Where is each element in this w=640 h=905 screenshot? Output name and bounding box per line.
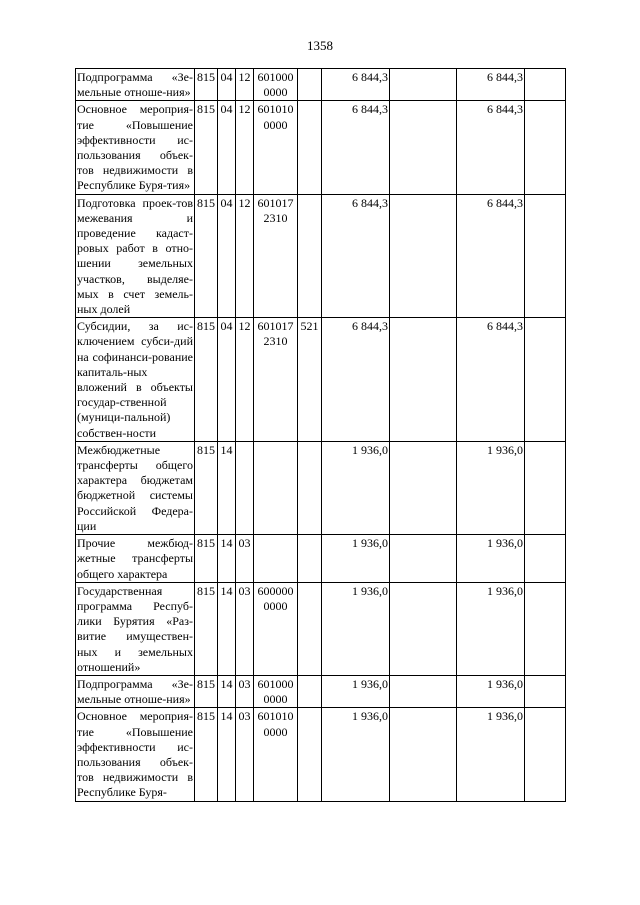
amount-cell-4 xyxy=(525,675,566,707)
subsection-code-cell xyxy=(236,441,254,534)
expense-type-cell xyxy=(298,582,322,675)
target-article-cell xyxy=(254,194,298,318)
subsection-code-cell: 03 xyxy=(236,708,254,801)
target-article-part2: 2310 xyxy=(263,334,288,349)
amount-cell-4 xyxy=(525,318,566,442)
target-article-part1: 601017 xyxy=(257,319,294,334)
target-article-cell xyxy=(254,535,298,583)
amount-cell-1: 1 936,0 xyxy=(322,535,390,583)
table-row xyxy=(76,101,566,194)
table-row xyxy=(76,582,566,675)
expense-name-cell: Подпрограмма «Зе-мельные отноше-ния» xyxy=(77,676,193,707)
amount-cell-4 xyxy=(525,101,566,194)
admin-code-cell: 815 xyxy=(195,101,218,194)
target-article-part1: 601010 xyxy=(257,102,294,117)
target-article-part1: 601000 xyxy=(257,70,294,84)
amount-cell-2 xyxy=(390,69,457,101)
expense-name-cell: Подпрограмма «Зе-мельные отноше-ния» xyxy=(77,70,193,100)
amount-cell-2 xyxy=(390,318,457,442)
table-row xyxy=(76,675,566,707)
expense-type-cell xyxy=(298,535,322,583)
amount-cell-1: 1 936,0 xyxy=(322,708,390,801)
section-code-cell: 14 xyxy=(218,582,236,675)
section-code-cell: 14 xyxy=(218,441,236,534)
table-row xyxy=(76,441,566,534)
target-article-part2: 0000 xyxy=(263,117,288,132)
admin-code-cell: 815 xyxy=(195,69,218,101)
expense-name-cell: Субсидии, за ис-ключением субси-дий на софинанси-рование капиталь-ных вложений в объекты государ-ственной (муници-пальной) собствен-ности xyxy=(77,319,193,440)
target-article-part2: 0000 xyxy=(263,85,288,100)
expense-type-cell xyxy=(298,69,322,101)
expense-type-cell xyxy=(298,194,322,318)
target-article-cell xyxy=(254,441,298,534)
expense-name-cell: Межбюджетные трансферты общего характера бюджетам бюджетной системы Российской Федера-ции xyxy=(77,442,193,533)
section-code-cell: 04 xyxy=(218,101,236,194)
amount-cell-1: 1 936,0 xyxy=(322,582,390,675)
expense-name-cell: Основное мероприя-тие «Повышение эффективности ис-пользования объек-тов недвижимости в Республике Буря- xyxy=(77,709,193,800)
amount-cell-2 xyxy=(390,441,457,534)
admin-code-cell: 815 xyxy=(195,441,218,534)
amount-cell-1: 6 844,3 xyxy=(322,101,390,194)
target-article-part2: 0000 xyxy=(263,724,288,739)
amount-cell-2 xyxy=(390,535,457,583)
table-row xyxy=(76,69,566,101)
amount-cell-4 xyxy=(525,535,566,583)
target-article-cell xyxy=(254,675,298,707)
expense-type-cell: 521 xyxy=(298,318,322,442)
amount-cell-3: 1 936,0 xyxy=(457,582,525,675)
table-row xyxy=(76,708,566,801)
amount-cell-2 xyxy=(390,675,457,707)
target-article-cell xyxy=(254,69,298,101)
section-code-cell: 14 xyxy=(218,535,236,583)
subsection-code-cell: 12 xyxy=(236,194,254,318)
table-row xyxy=(76,194,566,318)
target-article-cell xyxy=(254,318,298,442)
admin-code-cell: 815 xyxy=(195,318,218,442)
subsection-code-cell: 12 xyxy=(236,318,254,442)
admin-code-cell: 815 xyxy=(195,582,218,675)
target-article-cell xyxy=(254,582,298,675)
expense-name-cell: Государственная программа Респуб-лики Бурятия «Раз-витие имуществен-ных и земельных отношений» xyxy=(77,583,193,674)
admin-code-cell: 815 xyxy=(195,194,218,318)
subsection-code-cell: 03 xyxy=(236,582,254,675)
expense-type-cell xyxy=(298,675,322,707)
target-article-part1: 601010 xyxy=(257,709,294,724)
amount-cell-3: 1 936,0 xyxy=(457,708,525,801)
budget-table-body xyxy=(76,69,566,802)
amount-cell-1: 6 844,3 xyxy=(322,194,390,318)
amount-cell-3: 6 844,3 xyxy=(457,101,525,194)
amount-cell-4 xyxy=(525,69,566,101)
amount-cell-4 xyxy=(525,441,566,534)
page-number: 1358 xyxy=(307,38,333,53)
target-article-part2: 2310 xyxy=(263,210,288,225)
expense-name-cell: Подготовка проек-тов межевания и проведение кадаст-ровых работ в отно-шении земельных участков, выделяе-мых в счет земель-ных долей xyxy=(77,195,193,317)
amount-cell-3: 1 936,0 xyxy=(457,441,525,534)
amount-cell-4 xyxy=(525,708,566,801)
admin-code-cell: 815 xyxy=(195,675,218,707)
section-code-cell: 04 xyxy=(218,194,236,318)
target-article-cell xyxy=(254,101,298,194)
expense-type-cell xyxy=(298,708,322,801)
expense-type-cell xyxy=(298,441,322,534)
expense-name-cell: Прочие межбюд-жетные трансферты общего характера xyxy=(77,536,193,581)
subsection-code-cell: 03 xyxy=(236,535,254,583)
subsection-code-cell: 12 xyxy=(236,101,254,194)
target-article-part1: 600000 xyxy=(257,583,294,598)
table-row xyxy=(76,535,566,583)
amount-cell-3: 6 844,3 xyxy=(457,194,525,318)
amount-cell-2 xyxy=(390,101,457,194)
admin-code-cell: 815 xyxy=(195,708,218,801)
target-article-part1: 601000 xyxy=(257,676,294,691)
subsection-code-cell: 03 xyxy=(236,675,254,707)
target-article-part1: 601017 xyxy=(257,195,294,210)
amount-cell-2 xyxy=(390,708,457,801)
amount-cell-3: 1 936,0 xyxy=(457,675,525,707)
expense-type-cell xyxy=(298,101,322,194)
amount-cell-4 xyxy=(525,582,566,675)
amount-cell-1: 1 936,0 xyxy=(322,441,390,534)
expense-name-cell: Основное мероприя-тие «Повышение эффективности ис-пользования объек-тов недвижимости в Республике Буря-тия» xyxy=(77,102,193,193)
section-code-cell: 14 xyxy=(218,708,236,801)
section-code-cell: 14 xyxy=(218,675,236,707)
amount-cell-1: 6 844,3 xyxy=(322,318,390,442)
target-article-cell xyxy=(254,708,298,801)
amount-cell-1: 6 844,3 xyxy=(322,69,390,101)
amount-cell-2 xyxy=(390,582,457,675)
amount-cell-3: 1 936,0 xyxy=(457,535,525,583)
amount-cell-3: 6 844,3 xyxy=(457,318,525,442)
table-row xyxy=(76,318,566,442)
section-code-cell: 04 xyxy=(218,318,236,442)
subsection-code-cell: 12 xyxy=(236,69,254,101)
target-article-part2: 0000 xyxy=(263,692,288,707)
amount-cell-2 xyxy=(390,194,457,318)
admin-code-cell: 815 xyxy=(195,535,218,583)
amount-cell-4 xyxy=(525,194,566,318)
budget-table xyxy=(75,68,566,802)
amount-cell-1: 1 936,0 xyxy=(322,675,390,707)
amount-cell-3: 6 844,3 xyxy=(457,69,525,101)
section-code-cell: 04 xyxy=(218,69,236,101)
target-article-part2: 0000 xyxy=(263,598,288,613)
